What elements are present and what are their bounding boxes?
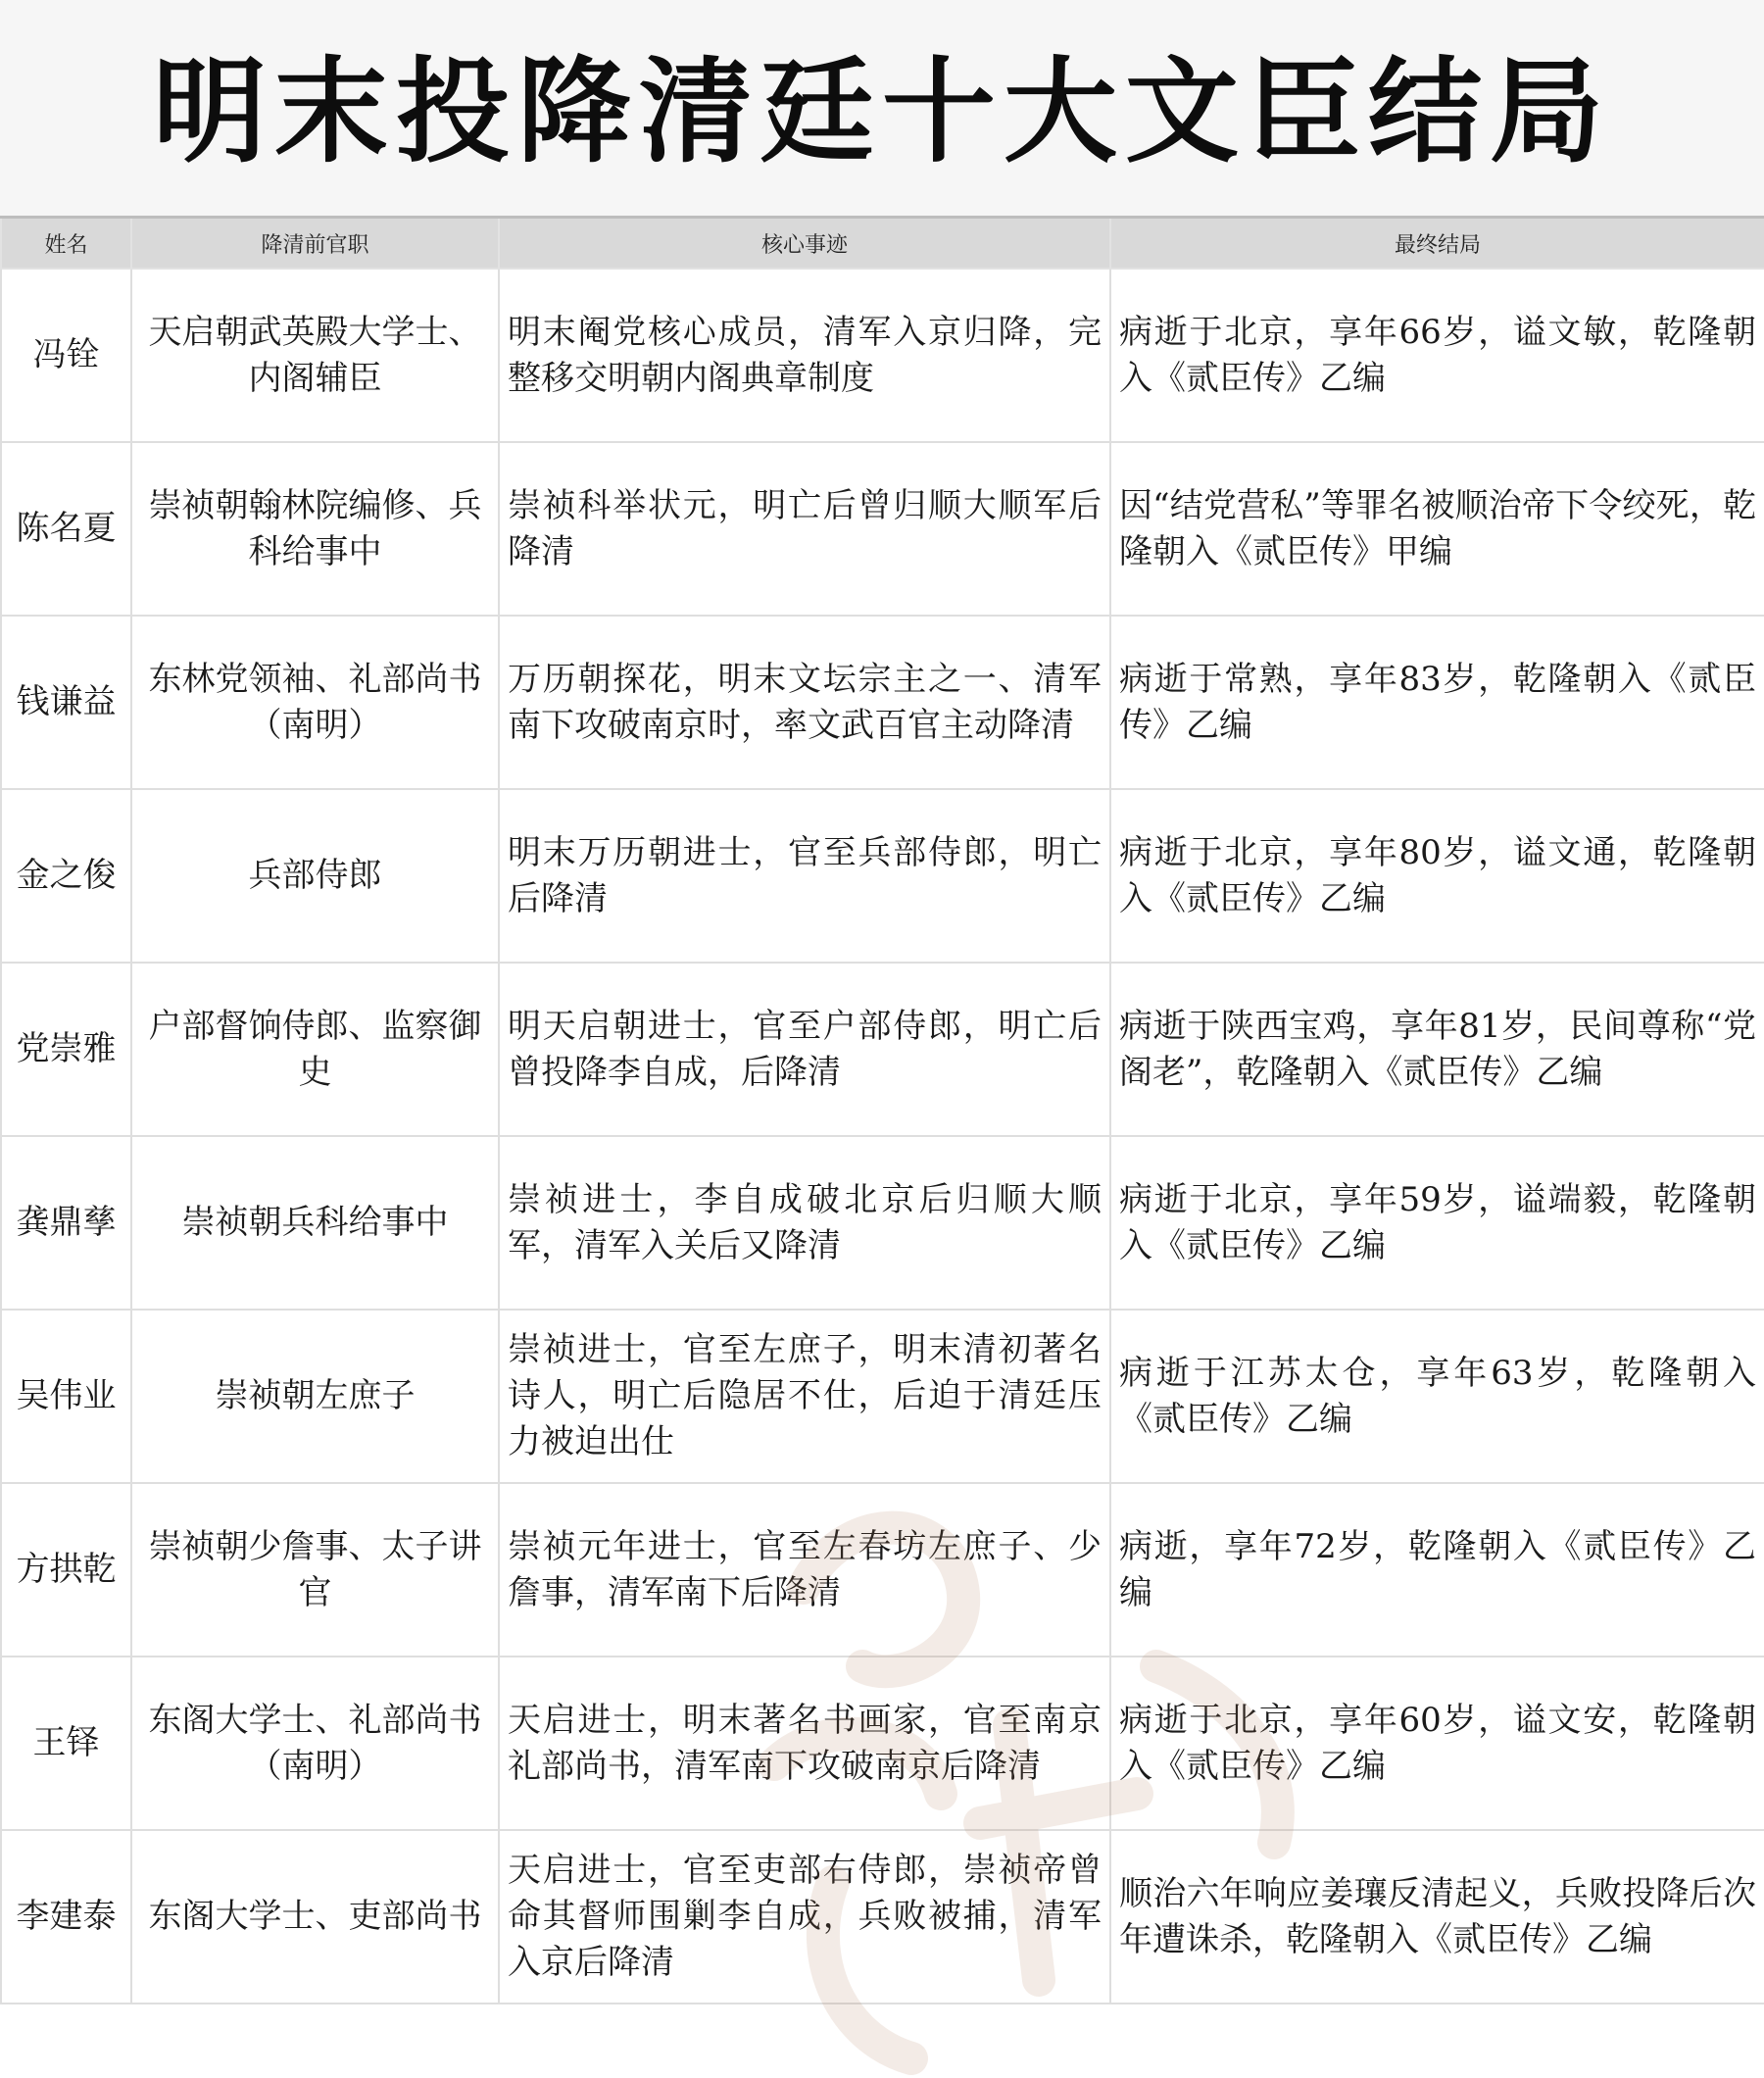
cell-office: 兵部侍郎 (131, 789, 499, 963)
cell-office: 崇祯朝翰林院编修、兵科给事中 (131, 442, 499, 616)
cell-office: 户部督饷侍郎、监察御史 (131, 963, 499, 1136)
officials-table (0, 216, 1764, 2004)
cell-ending: 病逝，享年72岁，乾隆朝入《贰臣传》乙编 (1110, 1483, 1764, 1657)
table-row (1, 1657, 1764, 1830)
cell-ending: 病逝于北京，享年66岁，谥文敏，乾隆朝入《贰臣传》乙编 (1110, 269, 1764, 442)
table-row (1, 1136, 1764, 1310)
cell-office: 东林党领袖、礼部尚书（南明） (131, 616, 499, 789)
cell-office: 崇祯朝兵科给事中 (131, 1136, 499, 1310)
cell-ending: 病逝于北京，享年60岁，谥文安，乾隆朝入《贰臣传》乙编 (1110, 1657, 1764, 1830)
title-bar (0, 0, 1764, 216)
header-row (1, 218, 1764, 270)
cell-name: 陈名夏 (1, 442, 131, 616)
header-office: 降清前官职 (131, 218, 499, 270)
table-row (1, 1483, 1764, 1657)
table-row (1, 963, 1764, 1136)
cell-office: 天启朝武英殿大学士、内阁辅臣 (131, 269, 499, 442)
cell-office: 东阁大学士、礼部尚书（南明） (131, 1657, 499, 1830)
cell-deeds: 明末阉党核心成员，清军入京归降，完整移交明朝内阁典章制度 (499, 269, 1110, 442)
cell-name: 党崇雅 (1, 963, 131, 1136)
cell-name: 方拱乾 (1, 1483, 131, 1657)
table-wrapper (0, 216, 1764, 2004)
table-row (1, 616, 1764, 789)
header-deeds: 核心事迹 (499, 218, 1110, 270)
cell-name: 李建泰 (1, 1830, 131, 2004)
cell-deeds: 崇祯进士，李自成破北京后归顺大顺军，清军入关后又降清 (499, 1136, 1110, 1310)
header-ending: 最终结局 (1110, 218, 1764, 270)
cell-deeds: 崇祯进士，官至左庶子，明末清初著名诗人，明亡后隐居不仕，后迫于清廷压力被迫出仕 (499, 1310, 1110, 1483)
cell-office: 崇祯朝左庶子 (131, 1310, 499, 1483)
cell-ending: 病逝于常熟，享年83岁，乾隆朝入《贰臣传》乙编 (1110, 616, 1764, 789)
cell-deeds: 万历朝探花，明末文坛宗主之一、清军南下攻破南京时，率文武百官主动降清 (499, 616, 1110, 789)
cell-deeds: 崇祯科举状元，明亡后曾归顺大顺军后降清 (499, 442, 1110, 616)
cell-office: 崇祯朝少詹事、太子讲官 (131, 1483, 499, 1657)
cell-ending: 病逝于陕西宝鸡，享年81岁，民间尊称“党阁老”，乾隆朝入《贰臣传》乙编 (1110, 963, 1764, 1136)
header-name: 姓名 (1, 218, 131, 270)
cell-deeds: 明末万历朝进士，官至兵部侍郎，明亡后降清 (499, 789, 1110, 963)
cell-name: 钱谦益 (1, 616, 131, 789)
cell-ending: 顺治六年响应姜瓖反清起义，兵败投降后次年遭诛杀，乾隆朝入《贰臣传》乙编 (1110, 1830, 1764, 2004)
table-row (1, 789, 1764, 963)
cell-name: 龚鼎孳 (1, 1136, 131, 1310)
cell-ending: 病逝于北京，享年80岁，谥文通，乾隆朝入《贰臣传》乙编 (1110, 789, 1764, 963)
table-row (1, 442, 1764, 616)
cell-deeds: 天启进士，官至吏部右侍郎，崇祯帝曾命其督师围剿李自成，兵败被捕，清军入京后降清 (499, 1830, 1110, 2004)
table-row (1, 1830, 1764, 2004)
cell-ending: 因“结党营私”等罪名被顺治帝下令绞死，乾隆朝入《贰臣传》甲编 (1110, 442, 1764, 616)
cell-name: 冯铨 (1, 269, 131, 442)
cell-name: 王铎 (1, 1657, 131, 1830)
cell-name: 吴伟业 (1, 1310, 131, 1483)
cell-name: 金之俊 (1, 789, 131, 963)
cell-ending: 病逝于北京，享年59岁，谥端毅，乾隆朝入《贰臣传》乙编 (1110, 1136, 1764, 1310)
table-row (1, 1310, 1764, 1483)
table-body (1, 269, 1764, 2004)
table-row (1, 269, 1764, 442)
cell-ending: 病逝于江苏太仓，享年63岁，乾隆朝入《贰臣传》乙编 (1110, 1310, 1764, 1483)
page-title: 明末投降清廷十大文臣结局 (153, 45, 1611, 178)
table-header (1, 218, 1764, 270)
cell-deeds: 明天启朝进士，官至户部侍郎，明亡后曾投降李自成，后降清 (499, 963, 1110, 1136)
cell-office: 东阁大学士、吏部尚书 (131, 1830, 499, 2004)
cell-deeds: 崇祯元年进士，官至左春坊左庶子、少詹事，清军南下后降清 (499, 1483, 1110, 1657)
cell-deeds: 天启进士，明末著名书画家，官至南京礼部尚书，清军南下攻破南京后降清 (499, 1657, 1110, 1830)
